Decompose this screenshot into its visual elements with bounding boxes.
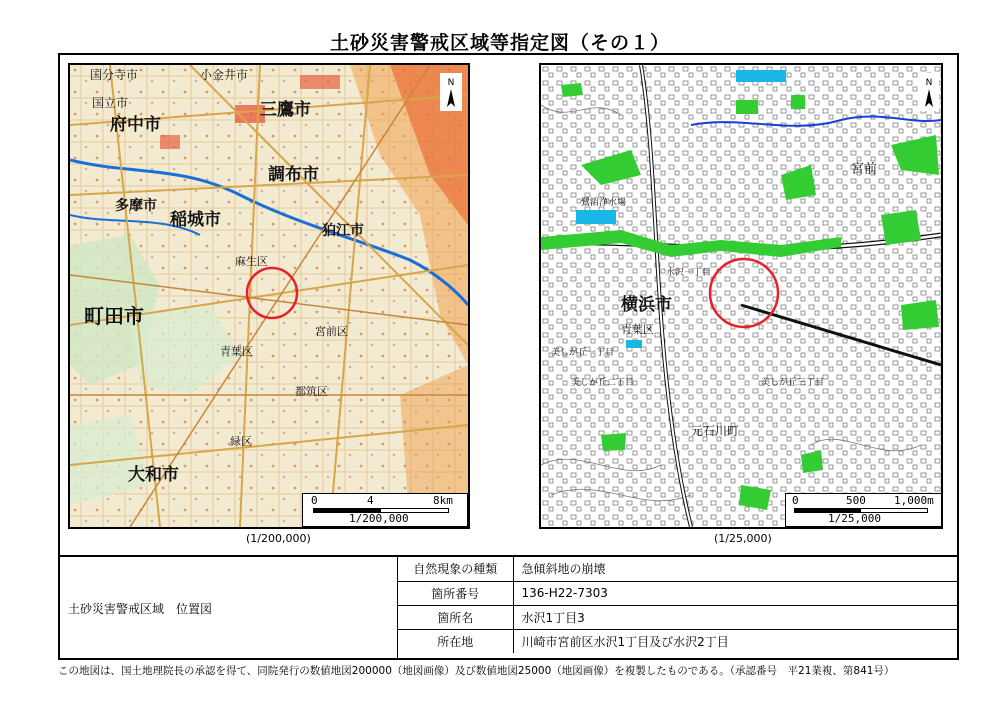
overview-map[interactable]: [68, 63, 470, 529]
map-label: 水沢一丁目: [666, 268, 712, 278]
map-label: 国分寺市: [90, 68, 139, 82]
attr-value: 急傾斜地の崩壊: [513, 557, 957, 581]
attr-key: 箇所番号: [398, 581, 513, 605]
copyright-note: この地図は、国土地理院長の承認を得て、同院発行の数値地図200000（地図画像）及び数値地図25000（地図画像）を複製したものである。（承認番号 平21業複、第841号）: [58, 665, 895, 677]
map-label: 緑区: [230, 435, 252, 448]
detail-map[interactable]: [539, 63, 943, 529]
map-label: 三鷹市: [260, 100, 311, 120]
map-type-label: 土砂災害警戒区域 位置図: [68, 602, 213, 616]
map-label: 美しが丘一丁目: [551, 348, 615, 358]
svg-text:N: N: [925, 78, 933, 88]
table-row: [398, 581, 957, 605]
table-row: [398, 629, 957, 653]
map-label: 狛江市: [322, 223, 364, 239]
svg-text:N: N: [447, 78, 455, 88]
attribute-table: [398, 557, 957, 653]
map-label: 美しが丘二丁目: [571, 378, 635, 388]
info-panel: [58, 555, 959, 662]
map-label: 小金井市: [200, 68, 249, 82]
attr-key: 箇所名: [398, 605, 513, 629]
detail-map-caption: (1/25,000): [714, 532, 772, 545]
page-title: 土砂災害警戒区域等指定図（その１）: [329, 32, 670, 54]
map-label: 麻生区: [235, 255, 268, 268]
scale-bar: 0 4 8km 1/200,000: [302, 493, 468, 527]
map-label: 青葉区: [220, 345, 253, 358]
table-row: [398, 557, 957, 581]
map-label: 美しが丘三丁目: [761, 378, 825, 388]
map-label: 大和市: [128, 465, 179, 485]
table-row: [398, 605, 957, 629]
info-left-cell: [58, 557, 398, 660]
map-label: 元石川町: [691, 424, 740, 438]
map-label: 国立市: [92, 96, 129, 110]
north-arrow-icon: [919, 73, 939, 111]
map-label: 宮前区: [315, 325, 348, 338]
attr-value: 136-H22-7303: [513, 581, 957, 605]
map-label: 青葉区: [621, 323, 654, 336]
north-arrow-icon: [440, 73, 462, 111]
attr-key: 自然現象の種類: [398, 557, 513, 581]
map-label: 調布市: [268, 165, 319, 185]
map-label: 都筑区: [295, 385, 328, 398]
map-label: 鷺沼浄水場: [581, 198, 627, 208]
map-label: 府中市: [110, 115, 161, 135]
attr-key: 所在地: [398, 629, 513, 653]
scale-bar: 0 500 1,000m 1/25,000: [785, 493, 943, 527]
attr-value: 水沢1丁目3: [513, 605, 957, 629]
map-label: 宮前: [851, 162, 878, 177]
overview-map-caption: (1/200,000): [246, 532, 311, 545]
map-label: 町田市: [84, 304, 144, 328]
map-label: 横浜市: [621, 295, 672, 315]
map-label: 稲城市: [170, 210, 221, 230]
attr-value: 川崎市宮前区水沢1丁目及び水沢2丁目: [513, 629, 957, 653]
map-label: 多摩市: [115, 198, 157, 214]
